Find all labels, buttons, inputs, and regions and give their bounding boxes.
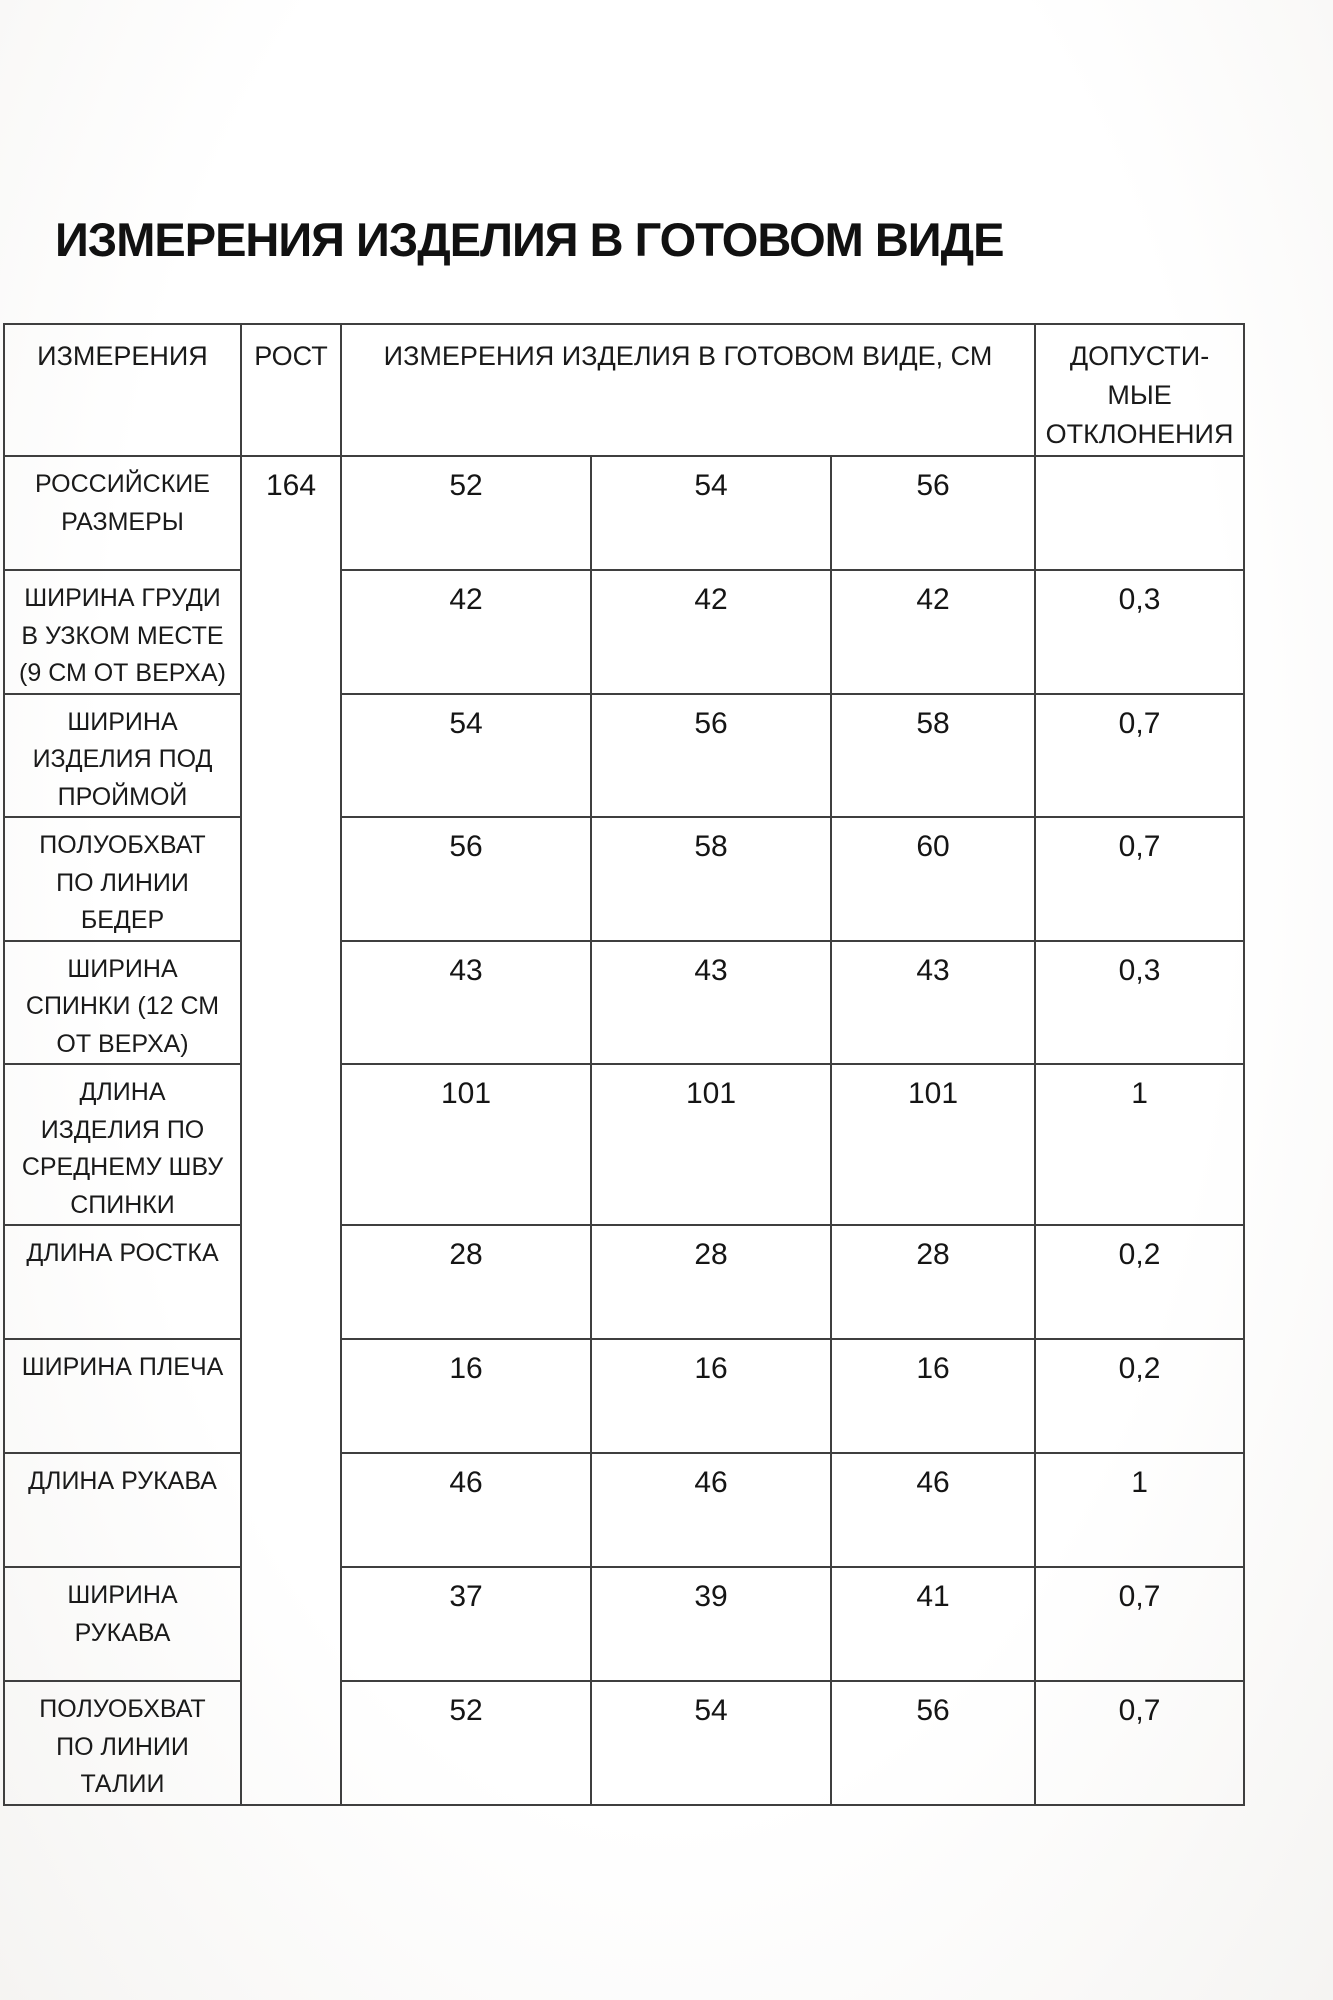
page-title: ИЗМЕРЕНИЯ ИЗДЕЛИЯ В ГОТОВОМ ВИДЕ <box>55 213 1004 266</box>
size-value: 43 <box>341 941 591 1065</box>
size-value: 60 <box>831 817 1035 941</box>
table-row <box>4 1339 1244 1453</box>
measurement-label: ШИРИНА ИЗДЕЛИЯ ПОД ПРОЙМОЙ <box>4 694 241 818</box>
measurement-label: ШИРИНА РУКАВА <box>4 1567 241 1681</box>
measurement-label: ДЛИНА РОСТКА <box>4 1225 241 1339</box>
size-value: 16 <box>831 1339 1035 1453</box>
tolerance-value: 0,2 <box>1035 1339 1244 1453</box>
tolerance-header-line: ДОПУСТИ- <box>1069 341 1210 371</box>
measurement-label: РОССИЙСКИЕ РАЗМЕРЫ <box>4 456 241 570</box>
column-header-tolerance <box>1035 324 1244 456</box>
size-value: 46 <box>341 1453 591 1567</box>
measurements-table <box>3 323 1245 1806</box>
column-header-finished-cm: ИЗМЕРЕНИЯ ИЗДЕЛИЯ В ГОТОВОМ ВИДЕ, СМ <box>341 324 1035 456</box>
height-value: 164 <box>241 456 341 1805</box>
size-value: 41 <box>831 1567 1035 1681</box>
table-row <box>4 817 1244 941</box>
size-value: 42 <box>341 570 591 694</box>
table-row <box>4 1225 1244 1339</box>
size-value: 54 <box>591 1681 831 1805</box>
column-header-measurements: ИЗМЕРЕНИЯ <box>4 324 241 456</box>
size-value: 58 <box>831 694 1035 818</box>
measurement-label: ШИРИНА ПЛЕЧА <box>4 1339 241 1453</box>
tolerance-value: 0,3 <box>1035 941 1244 1065</box>
size-value: 101 <box>831 1064 1035 1225</box>
table-row <box>4 694 1244 818</box>
size-value: 39 <box>591 1567 831 1681</box>
size-value: 16 <box>341 1339 591 1453</box>
size-value: 56 <box>831 456 1035 570</box>
table-row <box>4 570 1244 694</box>
size-value: 54 <box>341 694 591 818</box>
tolerance-value <box>1035 456 1244 570</box>
size-value: 42 <box>831 570 1035 694</box>
size-value: 28 <box>341 1225 591 1339</box>
tolerance-header-line: ОТКЛОНЕНИЯ <box>1045 419 1234 450</box>
tolerance-value: 0,7 <box>1035 1567 1244 1681</box>
tolerance-value: 0,2 <box>1035 1225 1244 1339</box>
measurement-label: ПОЛУОБХВАТ ПО ЛИНИИ ТАЛИИ <box>4 1681 241 1805</box>
size-value: 54 <box>591 456 831 570</box>
size-value: 56 <box>341 817 591 941</box>
size-value: 101 <box>341 1064 591 1225</box>
size-value: 16 <box>591 1339 831 1453</box>
size-value: 28 <box>591 1225 831 1339</box>
size-value: 56 <box>591 694 831 818</box>
measurement-label: ПОЛУОБХВАТ ПО ЛИНИИ БЕДЕР <box>4 817 241 941</box>
size-value: 43 <box>591 941 831 1065</box>
size-value: 52 <box>341 1681 591 1805</box>
tolerance-value: 0,7 <box>1035 694 1244 818</box>
size-value: 43 <box>831 941 1035 1065</box>
table-row <box>4 1453 1244 1567</box>
size-value: 46 <box>831 1453 1035 1567</box>
table-row <box>4 1567 1244 1681</box>
size-value: 52 <box>341 456 591 570</box>
table-row <box>4 1681 1244 1805</box>
table-row <box>4 456 1244 570</box>
table-header-row <box>4 324 1244 456</box>
table-row <box>4 1064 1244 1225</box>
size-value: 28 <box>831 1225 1035 1339</box>
size-value: 58 <box>591 817 831 941</box>
measurement-label: ДЛИНА ИЗДЕЛИЯ ПО СРЕДНЕМУ ШВУ СПИНКИ <box>4 1064 241 1225</box>
tolerance-header-line: МЫЕ <box>1107 380 1172 411</box>
size-value: 42 <box>591 570 831 694</box>
table-row <box>4 941 1244 1065</box>
measurement-label: ШИРИНА ГРУДИ В УЗКОМ МЕСТЕ (9 СМ ОТ ВЕРХА) <box>4 570 241 694</box>
measurement-label: ШИРИНА СПИНКИ (12 СМ ОТ ВЕРХА) <box>4 941 241 1065</box>
measurement-label: ДЛИНА РУКАВА <box>4 1453 241 1567</box>
size-value: 56 <box>831 1681 1035 1805</box>
tolerance-value: 1 <box>1035 1453 1244 1567</box>
tolerance-value: 0,3 <box>1035 570 1244 694</box>
size-value: 46 <box>591 1453 831 1567</box>
size-value: 101 <box>591 1064 831 1225</box>
tolerance-value: 0,7 <box>1035 817 1244 941</box>
tolerance-value: 0,7 <box>1035 1681 1244 1805</box>
size-value: 37 <box>341 1567 591 1681</box>
column-header-height: РОСТ <box>241 324 341 456</box>
tolerance-value: 1 <box>1035 1064 1244 1225</box>
